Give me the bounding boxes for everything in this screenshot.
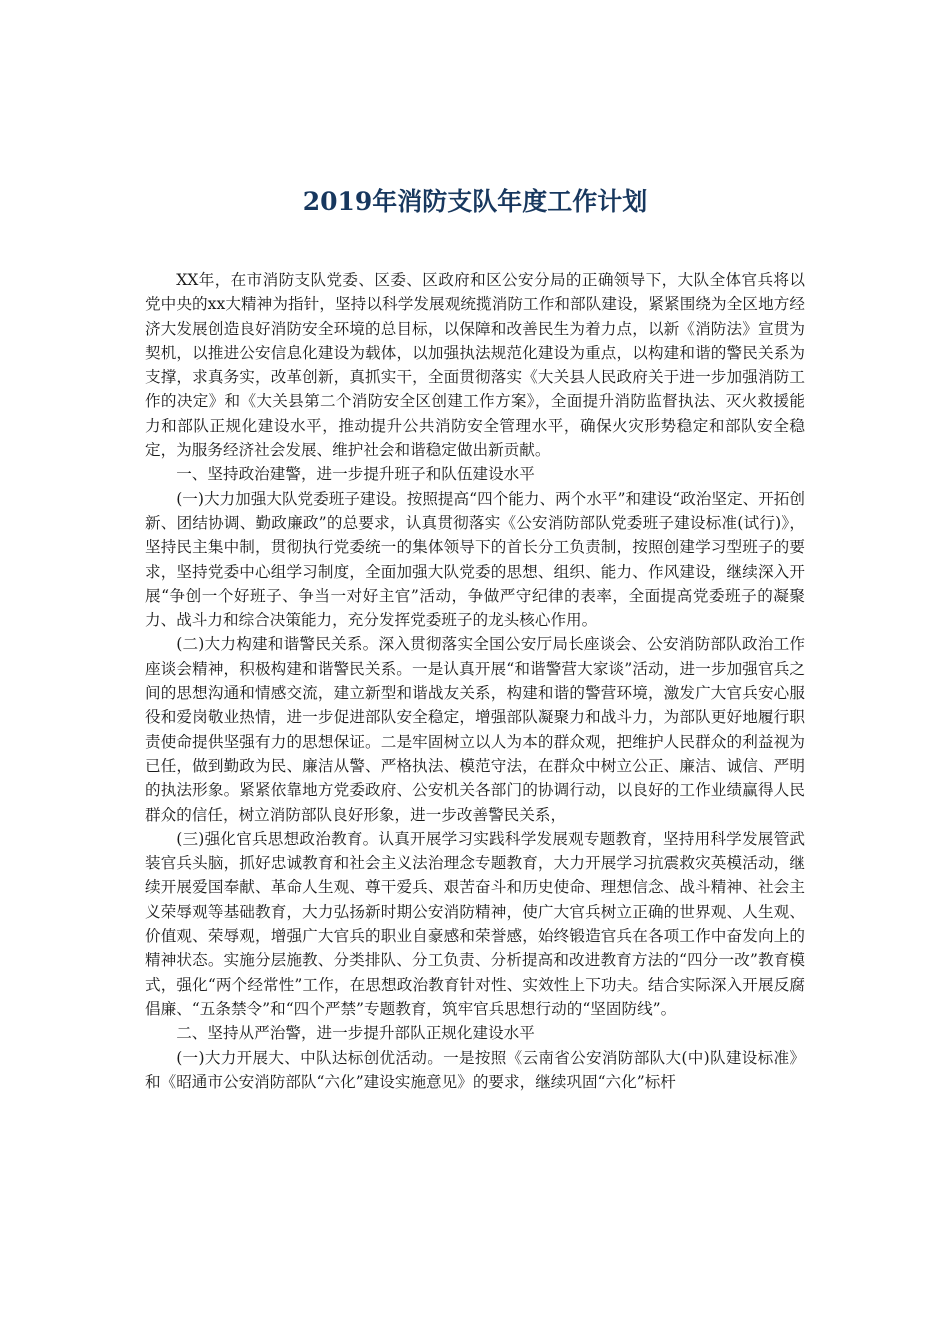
paragraph-intro: XX年，在市消防支队党委、区委、区政府和区公安分局的正确领导下，大队全体官兵将以党中央的xx大精神为指针，坚持以科学发展观统揽消防工作和部队建设，紧紧围绕为全区地方经济大发展创造良好消防安全环境的总目标，以保障和改善民生为着力点，以新《消防法》宣贯为契机，以推进公安信息化建设为载体，以加强执法规范化建设为重点，以构建和谐的警民关系为支撑，求真务实，改革创新，真抓实干，全面贯彻落实《大关县人民政府关于进一步加强消防工作的决定》和《大关县第二个消防安全区创建工作方案》，全面提升消防监督执法、灭火救援能力和部队正规化建设水平，推动提升公共消防安全管理水平，确保火灾形势稳定和部队安全稳定，为服务经济社会发展、维护社会和谐稳定做出新贡献。 [145, 271, 805, 460]
paragraph-2-1: (一)大力开展大、中队达标创优活动。一是按照《云南省公安消防部队大(中)队建设标准》和《昭通市公安消防部队“六化”建设实施意见》的要求，继续巩固“六化”标杆 [145, 1048, 805, 1091]
paragraph-1-3: (三)强化官兵思想政治教育。认真开展学习实践科学发展观专题教育，坚持用科学发展管武装官兵头脑，抓好忠诚教育和社会主义法治理念专题教育，大力开展学习抗震救灾英模活动，继续开展爱国奉献、革命人生观、尊干爱兵、艰苦奋斗和历史使命、理想信念、战斗精神、社会主义荣辱观等基础教育，大力弘扬新时期公安消防精神，使广大官兵树立正确的世界观、人生观、价值观、荣辱观，增强广大官兵的职业自豪感和荣誉感，始终锻造官兵在各项工作中奋发向上的精神状态。实施分层施教、分类排队、分工负责、分析提高和改进教育方法的“四分一改”教育模式，强化“两个经常性”工作，在思想政治教育针对性、实效性上下功夫。结合实际深入开展反腐倡廉、“五条禁令”和“四个严禁”专题教育，筑牢官兵思想行动的“坚固防线”。 [145, 829, 805, 1018]
paragraph-1-2: (二)大力构建和谐警民关系。深入贯彻落实全国公安厅局长座谈会、公安消防部队政治工作座谈会精神，积极构建和谐警民关系。一是认真开展“和谐警营大家谈”活动，进一步加强官兵之间的思想沟通和情感交流，建立新型和谐战友关系，构建和谐的警营环境，激发广大官兵安心服役和爱岗敬业热情，进一步促进部队安全稳定，增强部队凝聚力和战斗力，为部队更好地履行职责使命提供坚强有力的思想保证。二是牢固树立以人为本的群众观，把维护人民群众的利益视为已任，做到勤政为民、廉洁从警、严格执法、模范守法，在群众中树立公正、廉洁、诚信、严明的执法形象。紧紧依靠地方党委政府、公安机关各部门的协调行动，以良好的工作业绩赢得人民群众的信任，树立消防部队良好形象，进一步改善警民关系， [145, 635, 805, 824]
section-heading-2: 二、坚持从严治警，进一步提升部队正规化建设水平 [176, 1024, 535, 1043]
section-heading-1: 一、坚持政治建警，进一步提升班子和队伍建设水平 [176, 465, 535, 484]
paragraph-1-1: (一)大力加强大队党委班子建设。按照提高“四个能力、两个水平”和建设“政治坚定、开拓创新、团结协调、勤政廉政”的总要求，认真贯彻落实《公安消防部队党委班子建设标准(试行)》，坚持民主集中制，贯彻执行党委统一的集体领导下的首长分工负责制，按照创建学习型班子的要求，坚持党委中心组学习制度，全面加强大队党委的思想、组织、能力、作风建设，继续深入开展“争创一个好班子、争当一对好主官”活动，争做严守纪律的表率，全面提高党委班子的凝聚力、战斗力和综合决策能力，充分发挥党委班子的龙头核心作用。 [145, 489, 805, 630]
document-title: 2019年消防支队年度工作计划 [302, 187, 648, 216]
document-body [145, 268, 805, 1094]
